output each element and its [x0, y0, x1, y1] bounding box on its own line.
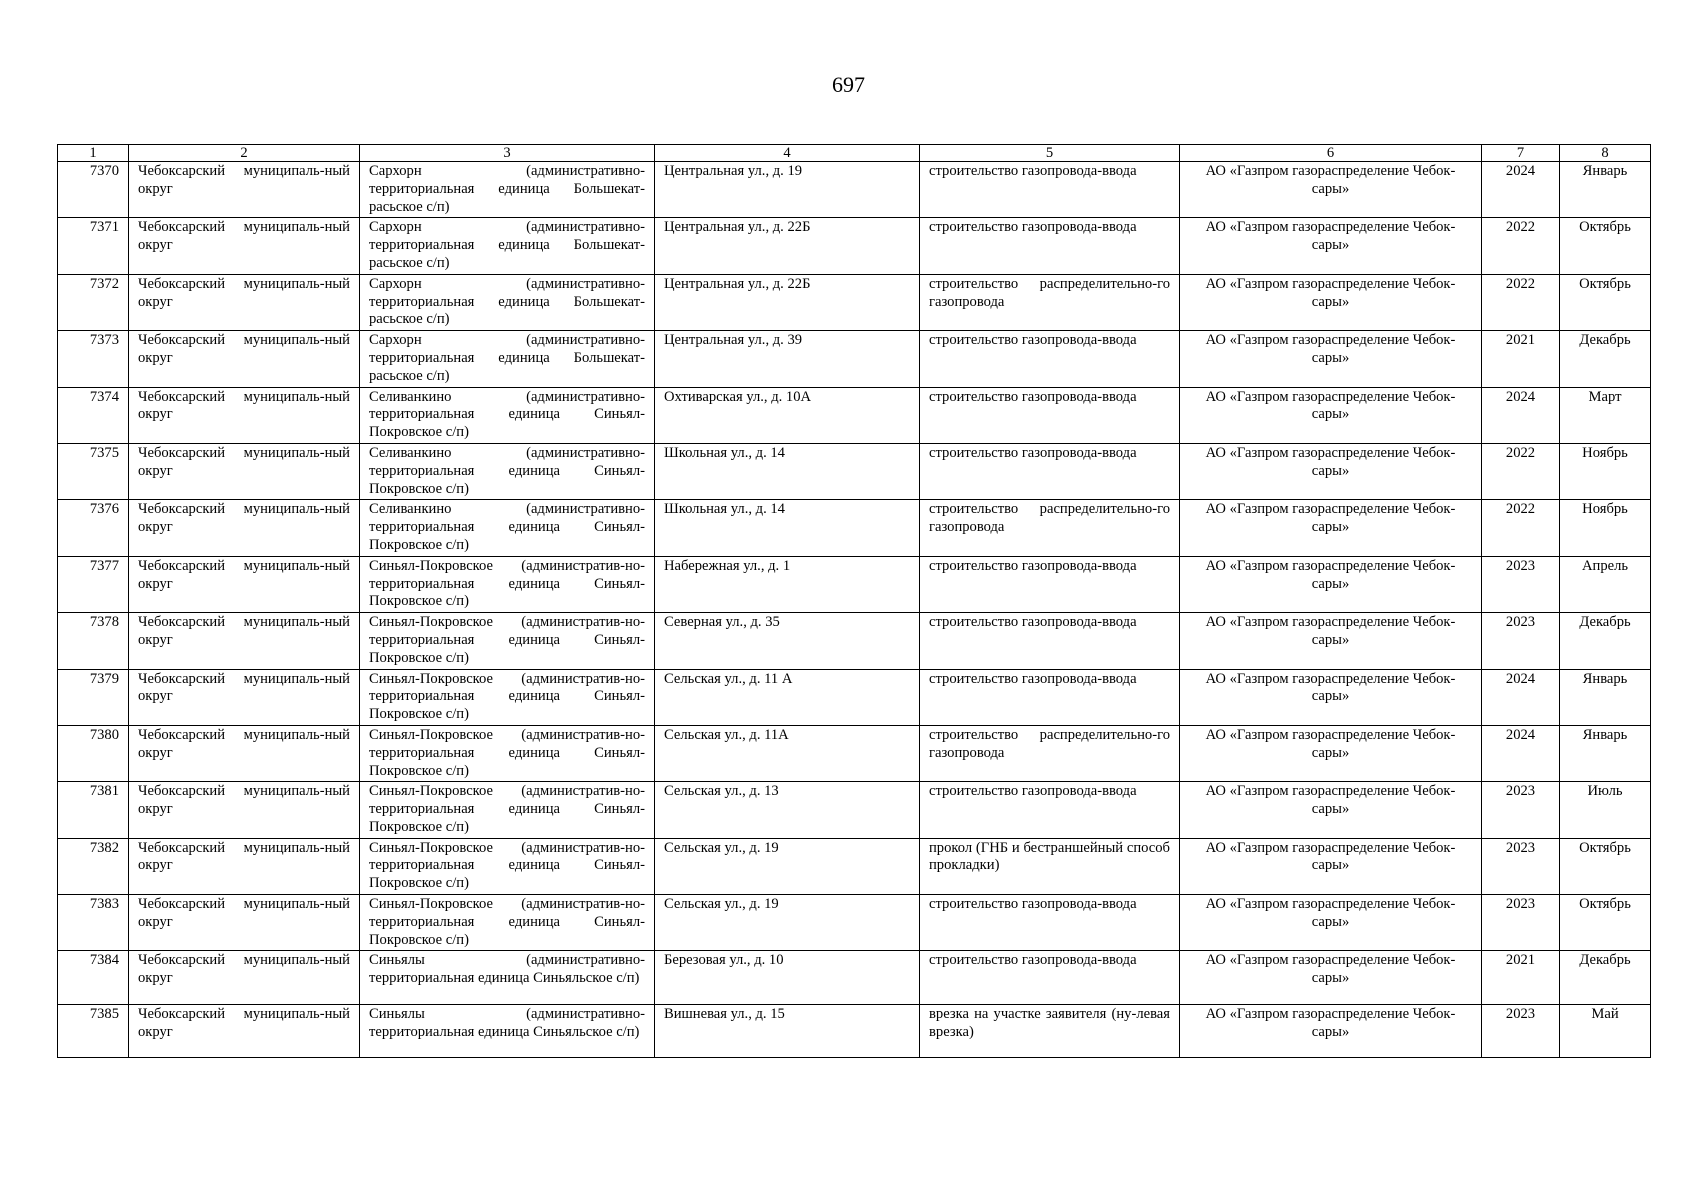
month-cell: Апрель — [1560, 556, 1651, 612]
district-cell: Чебоксарский муниципаль-ный округ — [129, 669, 360, 725]
row-number: 7372 — [58, 274, 129, 330]
organization-cell: АО «Газпром газораспределение Чебок-сары» — [1180, 669, 1482, 725]
organization-cell: АО «Газпром газораспределение Чебок-сары» — [1180, 162, 1482, 218]
organization-cell: АО «Газпром газораспределение Чебок-сары» — [1180, 951, 1482, 1005]
month-cell: Ноябрь — [1560, 500, 1651, 556]
year-cell: 2024 — [1482, 669, 1560, 725]
locality-cell: Селиванкино (административно-территориальная единица Синьял-Покровское с/п) — [360, 443, 655, 499]
locality-cell: Синьял-Покровское (административ-но-территориальная единица Синьял-Покровское с/п) — [360, 669, 655, 725]
table-row — [58, 331, 1651, 387]
locality-cell: Синьялы (административно-территориальная единица Синьяльское с/п) — [360, 951, 655, 1005]
year-cell: 2023 — [1482, 556, 1560, 612]
work-type-cell: строительство газопровода-ввода — [920, 556, 1180, 612]
locality-cell: Сархорн (административно-территориальная единица Большекат-расьское с/п) — [360, 331, 655, 387]
row-number: 7370 — [58, 162, 129, 218]
month-cell: Декабрь — [1560, 331, 1651, 387]
work-type-cell: врезка на участке заявителя (ну-левая врезка) — [920, 1004, 1180, 1058]
organization-cell: АО «Газпром газораспределение Чебок-сары» — [1180, 782, 1482, 838]
locality-cell: Синьял-Покровское (административ-но-территориальная единица Синьял-Покровское с/п) — [360, 838, 655, 894]
table-row — [58, 162, 1651, 218]
address-cell: Школьная ул., д. 14 — [655, 500, 920, 556]
district-cell: Чебоксарский муниципаль-ный округ — [129, 951, 360, 1005]
organization-cell: АО «Газпром газораспределение Чебок-сары» — [1180, 500, 1482, 556]
month-cell: Июль — [1560, 782, 1651, 838]
month-cell: Январь — [1560, 162, 1651, 218]
district-cell: Чебоксарский муниципаль-ный округ — [129, 387, 360, 443]
row-number: 7380 — [58, 725, 129, 781]
year-cell: 2021 — [1482, 331, 1560, 387]
table-body — [58, 162, 1651, 1058]
work-type-cell: строительство распределительно-го газопровода — [920, 725, 1180, 781]
year-cell: 2024 — [1482, 725, 1560, 781]
row-number: 7375 — [58, 443, 129, 499]
district-cell: Чебоксарский муниципаль-ный округ — [129, 556, 360, 612]
year-cell: 2022 — [1482, 274, 1560, 330]
district-cell: Чебоксарский муниципаль-ный округ — [129, 895, 360, 951]
locality-cell: Сархорн (административно-территориальная единица Большекат-расьское с/п) — [360, 274, 655, 330]
row-number: 7371 — [58, 218, 129, 274]
year-cell: 2022 — [1482, 218, 1560, 274]
organization-cell: АО «Газпром газораспределение Чебок-сары» — [1180, 443, 1482, 499]
locality-cell: Селиванкино (административно-территориальная единица Синьял-Покровское с/п) — [360, 387, 655, 443]
table-row — [58, 1004, 1651, 1058]
year-cell: 2022 — [1482, 443, 1560, 499]
month-cell: Ноябрь — [1560, 443, 1651, 499]
address-cell: Центральная ул., д. 22Б — [655, 218, 920, 274]
table-row — [58, 838, 1651, 894]
locality-cell: Сархорн (административно-территориальная единица Большекат-расьское с/п) — [360, 218, 655, 274]
district-cell: Чебоксарский муниципаль-ный округ — [129, 274, 360, 330]
address-cell: Березовая ул., д. 10 — [655, 951, 920, 1005]
year-cell: 2023 — [1482, 895, 1560, 951]
row-number: 7382 — [58, 838, 129, 894]
year-cell: 2023 — [1482, 613, 1560, 669]
month-cell: Декабрь — [1560, 613, 1651, 669]
work-type-cell: прокол (ГНБ и бестраншейный способ прокладки) — [920, 838, 1180, 894]
column-header: 8 — [1560, 145, 1651, 162]
year-cell: 2022 — [1482, 500, 1560, 556]
district-cell: Чебоксарский муниципаль-ный округ — [129, 782, 360, 838]
district-cell: Чебоксарский муниципаль-ный округ — [129, 838, 360, 894]
locality-cell: Синьял-Покровское (административ-но-территориальная единица Синьял-Покровское с/п) — [360, 613, 655, 669]
row-number: 7379 — [58, 669, 129, 725]
table-row — [58, 669, 1651, 725]
year-cell: 2024 — [1482, 162, 1560, 218]
table-row — [58, 274, 1651, 330]
address-cell: Сельская ул., д. 19 — [655, 895, 920, 951]
year-cell: 2023 — [1482, 1004, 1560, 1058]
organization-cell: АО «Газпром газораспределение Чебок-сары» — [1180, 556, 1482, 612]
address-cell: Сельская ул., д. 11 А — [655, 669, 920, 725]
month-cell: Май — [1560, 1004, 1651, 1058]
address-cell: Сельская ул., д. 13 — [655, 782, 920, 838]
column-header: 6 — [1180, 145, 1482, 162]
work-type-cell: строительство газопровода-ввода — [920, 387, 1180, 443]
district-cell: Чебоксарский муниципаль-ный округ — [129, 162, 360, 218]
district-cell: Чебоксарский муниципаль-ный округ — [129, 613, 360, 669]
district-cell: Чебоксарский муниципаль-ный округ — [129, 443, 360, 499]
district-cell: Чебоксарский муниципаль-ный округ — [129, 331, 360, 387]
column-header: 4 — [655, 145, 920, 162]
row-number: 7377 — [58, 556, 129, 612]
table-row — [58, 500, 1651, 556]
table-row — [58, 218, 1651, 274]
month-cell: Октябрь — [1560, 274, 1651, 330]
work-type-cell: строительство распределительно-го газопровода — [920, 500, 1180, 556]
month-cell: Октябрь — [1560, 838, 1651, 894]
month-cell: Октябрь — [1560, 218, 1651, 274]
locality-cell: Синьял-Покровское (административ-но-территориальная единица Синьял-Покровское с/п) — [360, 895, 655, 951]
organization-cell: АО «Газпром газораспределение Чебок-сары» — [1180, 331, 1482, 387]
table-row — [58, 725, 1651, 781]
work-type-cell: строительство газопровода-ввода — [920, 782, 1180, 838]
column-header: 3 — [360, 145, 655, 162]
work-type-cell: строительство газопровода-ввода — [920, 895, 1180, 951]
year-cell: 2024 — [1482, 387, 1560, 443]
address-cell: Охтиварская ул., д. 10А — [655, 387, 920, 443]
address-cell: Школьная ул., д. 14 — [655, 443, 920, 499]
row-number: 7384 — [58, 951, 129, 1005]
work-type-cell: строительство газопровода-ввода — [920, 218, 1180, 274]
row-number: 7381 — [58, 782, 129, 838]
year-cell: 2023 — [1482, 782, 1560, 838]
locality-cell: Сархорн (административно-территориальная единица Большекат-расьское с/п) — [360, 162, 655, 218]
organization-cell: АО «Газпром газораспределение Чебок-сары» — [1180, 895, 1482, 951]
table-row — [58, 443, 1651, 499]
locality-cell: Синьял-Покровское (административ-но-территориальная единица Синьял-Покровское с/п) — [360, 556, 655, 612]
table-row — [58, 895, 1651, 951]
month-cell: Январь — [1560, 725, 1651, 781]
month-cell: Март — [1560, 387, 1651, 443]
address-cell: Вишневая ул., д. 15 — [655, 1004, 920, 1058]
address-cell: Центральная ул., д. 39 — [655, 331, 920, 387]
address-cell: Набережная ул., д. 1 — [655, 556, 920, 612]
column-header: 1 — [58, 145, 129, 162]
year-cell: 2023 — [1482, 838, 1560, 894]
locality-cell: Синьял-Покровское (административ-но-территориальная единица Синьял-Покровское с/п) — [360, 782, 655, 838]
work-type-cell: строительство газопровода-ввода — [920, 613, 1180, 669]
organization-cell: АО «Газпром газораспределение Чебок-сары» — [1180, 387, 1482, 443]
table-row — [58, 613, 1651, 669]
district-cell: Чебоксарский муниципаль-ный округ — [129, 500, 360, 556]
table-row — [58, 782, 1651, 838]
row-number: 7385 — [58, 1004, 129, 1058]
month-cell: Октябрь — [1560, 895, 1651, 951]
row-number: 7374 — [58, 387, 129, 443]
column-header: 2 — [129, 145, 360, 162]
month-cell: Январь — [1560, 669, 1651, 725]
work-type-cell: строительство газопровода-ввода — [920, 331, 1180, 387]
address-cell: Центральная ул., д. 19 — [655, 162, 920, 218]
address-cell: Центральная ул., д. 22Б — [655, 274, 920, 330]
address-cell: Северная ул., д. 35 — [655, 613, 920, 669]
locality-cell: Селиванкино (административно-территориальная единица Синьял-Покровское с/п) — [360, 500, 655, 556]
organization-cell: АО «Газпром газораспределение Чебок-сары» — [1180, 218, 1482, 274]
month-cell: Декабрь — [1560, 951, 1651, 1005]
locality-cell: Синьялы (административно-территориальная единица Синьяльское с/п) — [360, 1004, 655, 1058]
work-type-cell: строительство газопровода-ввода — [920, 443, 1180, 499]
gas-works-table — [57, 144, 1651, 1058]
district-cell: Чебоксарский муниципаль-ный округ — [129, 725, 360, 781]
column-header: 5 — [920, 145, 1180, 162]
row-number: 7373 — [58, 331, 129, 387]
table-row — [58, 951, 1651, 1005]
work-type-cell: строительство газопровода-ввода — [920, 162, 1180, 218]
organization-cell: АО «Газпром газораспределение Чебок-сары» — [1180, 838, 1482, 894]
page-number: 697 — [832, 72, 865, 97]
year-cell: 2021 — [1482, 951, 1560, 1005]
organization-cell: АО «Газпром газораспределение Чебок-сары» — [1180, 1004, 1482, 1058]
column-header: 7 — [1482, 145, 1560, 162]
district-cell: Чебоксарский муниципаль-ный округ — [129, 1004, 360, 1058]
table-row — [58, 556, 1651, 612]
column-number-row — [58, 145, 1651, 162]
work-type-cell: строительство газопровода-ввода — [920, 669, 1180, 725]
organization-cell: АО «Газпром газораспределение Чебок-сары» — [1180, 613, 1482, 669]
row-number: 7378 — [58, 613, 129, 669]
row-number: 7383 — [58, 895, 129, 951]
address-cell: Сельская ул., д. 11А — [655, 725, 920, 781]
organization-cell: АО «Газпром газораспределение Чебок-сары» — [1180, 274, 1482, 330]
organization-cell: АО «Газпром газораспределение Чебок-сары» — [1180, 725, 1482, 781]
table-row — [58, 387, 1651, 443]
address-cell: Сельская ул., д. 19 — [655, 838, 920, 894]
row-number: 7376 — [58, 500, 129, 556]
locality-cell: Синьял-Покровское (административ-но-территориальная единица Синьял-Покровское с/п) — [360, 725, 655, 781]
work-type-cell: строительство газопровода-ввода — [920, 951, 1180, 1005]
district-cell: Чебоксарский муниципаль-ный округ — [129, 218, 360, 274]
work-type-cell: строительство распределительно-го газопровода — [920, 274, 1180, 330]
